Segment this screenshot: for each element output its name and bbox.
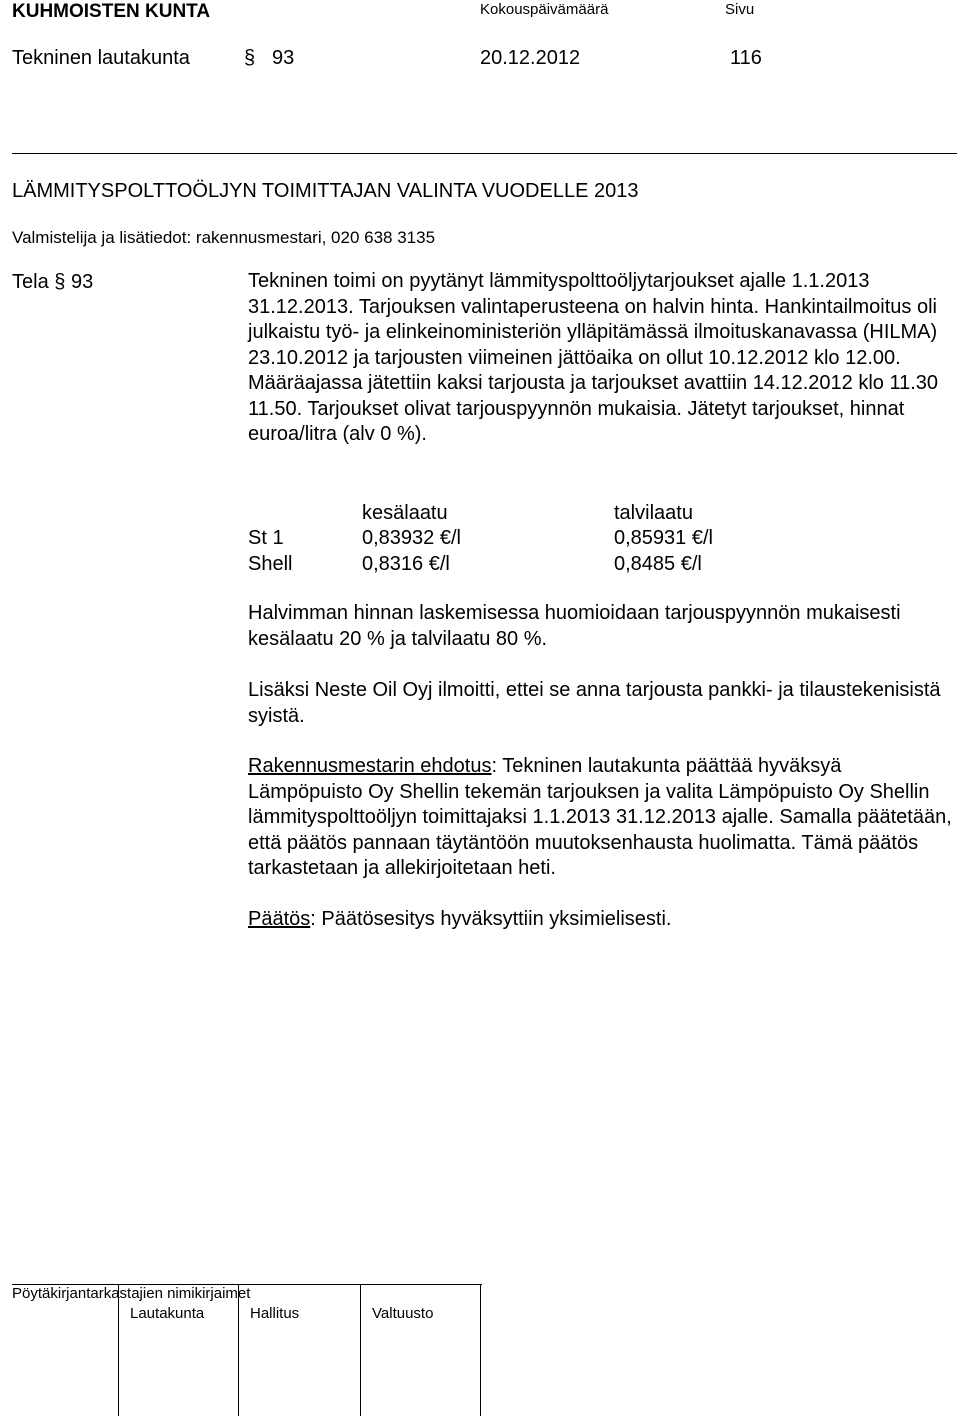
proposal-text: : Tekninen lautakunta päättää hyväksyä Lämpöpuisto Oy Shellin tekemän tarjouksen ja valita Lämpöpuisto Oy Shellin lämmityspolttoöljyn toimittajaksi 1.1.2013 31.12.2013 ajalle. Samalla päätetään, että päätös pannaan täytäntöön muutoksenhausta huolimatta. Tämä päätös tarkastetaan ja allekirjoitetaan heti.: [248, 755, 952, 879]
weighting-text: Halvimman hinnan laskemisessa huomioidaan tarjouspyynnön mukaisesti kesälaatu 20 % ja talvilaatu 80 %.: [248, 602, 901, 650]
proposal-paragraph: [248, 754, 960, 882]
footer-column-divider: [480, 1285, 481, 1416]
section-symbol: §: [54, 271, 66, 293]
footer-column-lautakunta: Lautakunta: [130, 1305, 205, 1322]
page-label: Sivu: [725, 1, 755, 18]
decision-paragraph: [248, 907, 960, 933]
meeting-date-label: Kokouspäivämäärä: [480, 1, 609, 18]
section-number: 93: [70, 271, 94, 293]
decision-text: : Päätösesitys hyväksyttiin yksimielisesti.: [310, 908, 672, 930]
header-divider: [12, 153, 957, 154]
table-row-supplier: St 1: [248, 527, 284, 549]
footer-column-divider: [238, 1285, 239, 1416]
neste-text: Lisäksi Neste Oil Oyj ilmoitti, ettei se anna tarjousta pankki- ja tilaustekenisistä syistä.: [248, 679, 941, 727]
table-row-winter-price: 0,85931 €/l: [614, 527, 713, 549]
table-row-summer-price: 0,8316 €/l: [362, 553, 450, 575]
document-title: LÄMMITYSPOLTTOÖLJYN TOIMITTAJAN VALINTA VUODELLE 2013: [12, 180, 639, 202]
weighting-paragraph: [248, 601, 960, 652]
footer-column-hallitus: Hallitus: [250, 1305, 300, 1322]
footer-column-divider: [360, 1285, 361, 1416]
footer-column-valtuusto: Valtuusto: [372, 1305, 434, 1322]
footer-column-divider: [118, 1285, 119, 1416]
table-row-winter-price: 0,8485 €/l: [614, 553, 702, 575]
neste-paragraph: [248, 678, 960, 729]
table-row-supplier: Shell: [248, 553, 293, 575]
section-label: [12, 269, 93, 295]
proposal-label: Rakennusmestarin ehdotus: [248, 755, 492, 777]
committee-name: Tekninen lautakunta: [12, 47, 190, 69]
decision-label: Päätös: [248, 908, 311, 930]
header-section-number: 93: [272, 47, 295, 69]
meeting-date: 20.12.2012: [480, 47, 581, 69]
intro-paragraph: [248, 269, 960, 448]
preparer-contact: Valmistelija ja lisätiedot: rakennusmestari, 020 638 3135: [12, 228, 436, 247]
header-section-symbol: §: [244, 47, 256, 69]
table-row-summer-price: 0,83932 €/l: [362, 527, 461, 549]
footer-title: Pöytäkirjantarkastajien nimikirjaimet: [12, 1285, 251, 1302]
table-header-summer: kesälaatu: [362, 502, 448, 524]
page-number: 116: [730, 47, 762, 69]
table-header-winter: talvilaatu: [614, 502, 693, 524]
organization-name: KUHMOISTEN KUNTA: [12, 1, 211, 22]
intro-text: Tekninen toimi on pyytänyt lämmityspolttoöljytarjoukset ajalle 1.1.2013 31.12.2013. Tarjouksen valintaperusteena on halvin hinta. Hankintailmoitus oli julkaistu työ- ja elinkeinoministeriön ylläpitämässä ilmoituskanavassa (HILMA) 23.10.2012 ja tarjousten viimeinen jättöaika on ollut 10.12.2012 klo 12.00. Määräajassa jätettiin kaksi tarjousta ja tarjoukset avattiin 14.12.2012 klo 11.30 11.50. Tarjoukset olivat tarjouspyynnön mukaisia. Jätetyt tarjoukset, hinnat euroa/litra (alv 0 %).: [248, 270, 939, 445]
section-label-text: Tela: [12, 271, 49, 293]
